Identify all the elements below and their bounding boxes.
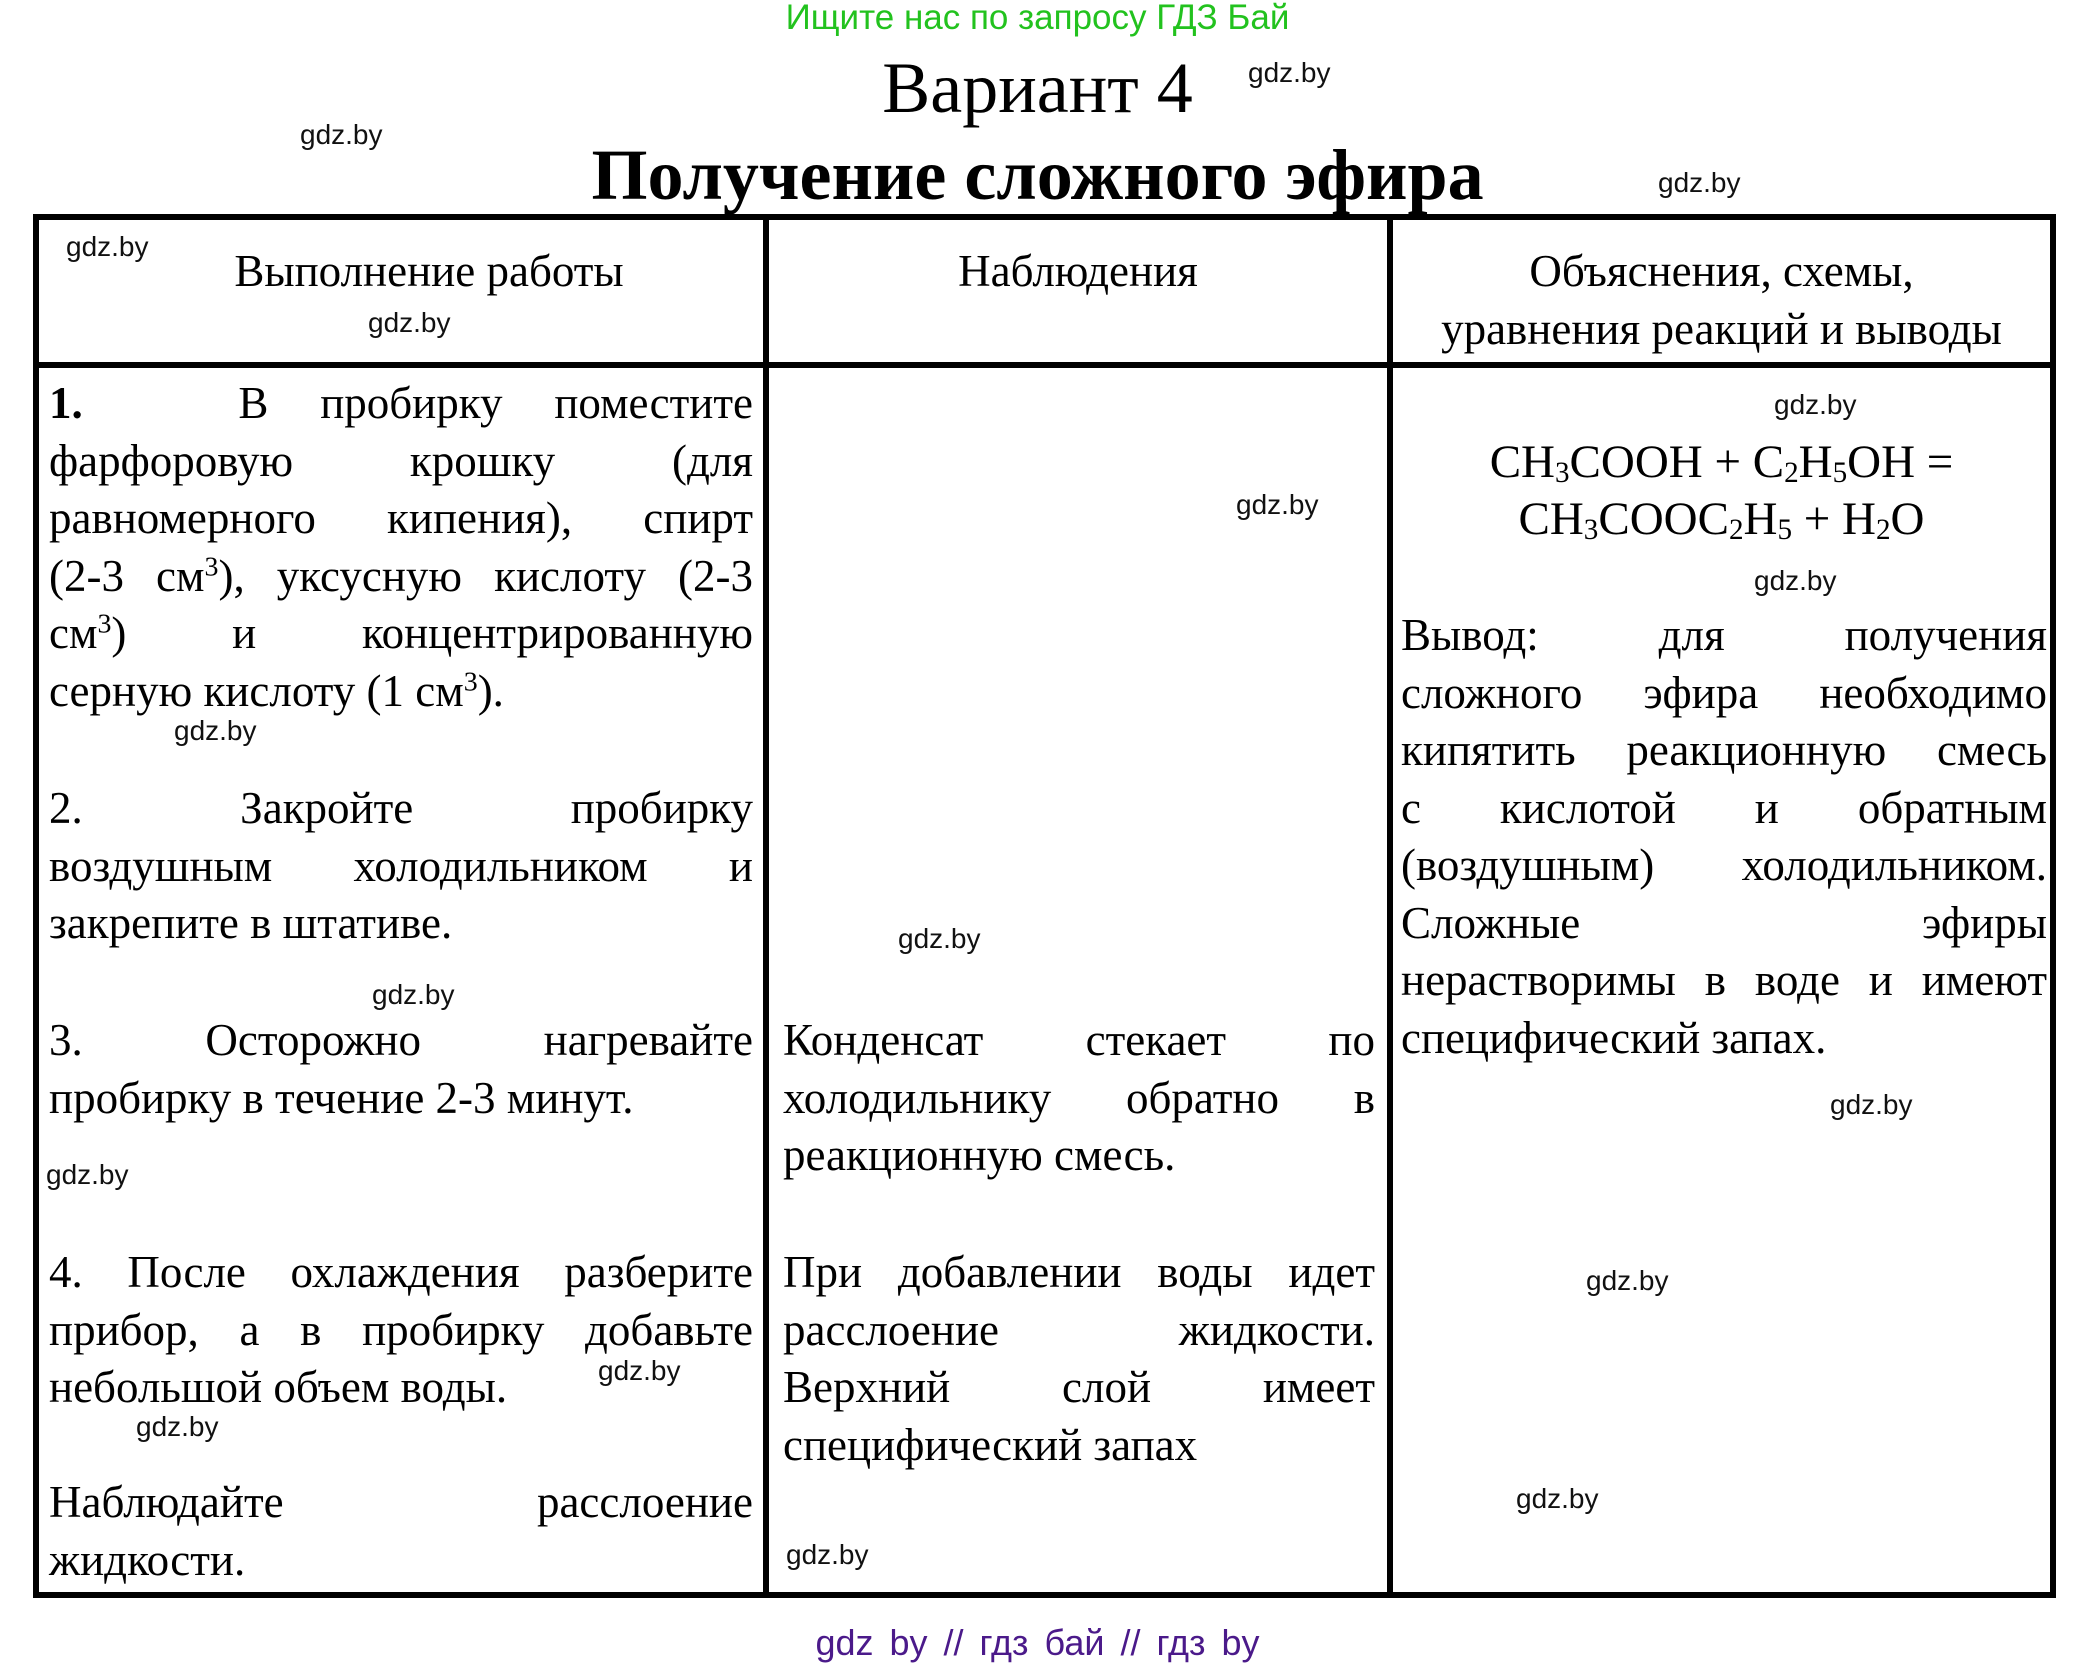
watermark: gdz.by bbox=[1236, 489, 1319, 520]
watermark: gdz.by bbox=[1248, 57, 1331, 88]
watermark: gdz.by bbox=[1516, 1483, 1599, 1514]
header-explanations: Объяснения, схемы, уравнения реакций и выводы bbox=[1441, 246, 2002, 354]
step-1: 1. В пробирку поместите фарфоровую крошку (для равномерного кипения), спирт (2-3 $см^3$), уксусную кислоту (2-3 $см^3$) и концентрированную серную кислоту (1 $см^3$). bbox=[49, 378, 754, 716]
reaction-equation bbox=[1393, 434, 2050, 548]
watermark: gdz.by bbox=[368, 307, 451, 338]
watermark: gdz.by bbox=[300, 119, 383, 150]
step-4: 4. После охлаждения разберите прибор, а в пробирку добавьте небольшой объем воды. bbox=[49, 1247, 753, 1412]
watermark: gdz.by bbox=[1754, 565, 1837, 596]
header-procedure: Выполнение работы bbox=[234, 246, 624, 296]
watermark: gdz.by bbox=[786, 1539, 869, 1570]
watermark: gdz.by bbox=[372, 979, 455, 1010]
watermark: gdz.by bbox=[598, 1355, 681, 1386]
experiment-table bbox=[33, 214, 2056, 1598]
watermark: gdz.by bbox=[1658, 167, 1741, 198]
watermark: gdz.by bbox=[46, 1159, 129, 1190]
column-divider bbox=[763, 220, 769, 1592]
header-observations: Наблюдения bbox=[958, 246, 1198, 296]
watermark: gdz.by bbox=[1586, 1265, 1669, 1296]
column-divider bbox=[1387, 220, 1393, 1592]
variant-heading: Вариант 4 bbox=[882, 48, 1193, 128]
equation-line-1: $CH_3COOH + C_2H_5OH$ = bbox=[1489, 436, 1954, 490]
header-divider bbox=[39, 362, 2050, 368]
watermark: gdz.by bbox=[136, 1411, 219, 1442]
footer-links: gdz by // гдз бай // гдз by bbox=[815, 1622, 1260, 1663]
observation-3: Конденсат стекает по холодильнику обратно в реакционную смесь. bbox=[783, 1015, 1375, 1180]
watermark: gdz.by bbox=[898, 923, 981, 954]
watermark: gdz.by bbox=[174, 715, 257, 746]
observation-4: При добавлении воды идет расслоение жидкости. Верхний слой имеет специфический запах bbox=[783, 1247, 1375, 1470]
step-5: Наблюдайте расслоение жидкости. bbox=[49, 1477, 753, 1585]
conclusion: Вывод: для получения сложного эфира необходимо кипятить реакционную смесь с кислотой и обратным (воздушным) холодильником. Сложные эфиры нерастворимы в воде и имеют специфический запах. bbox=[1401, 610, 2047, 1063]
page-title: Получение сложного эфира bbox=[591, 135, 1484, 215]
equation-line-2: $CH_3COOC_2H_5 + H_2O$ bbox=[1518, 493, 1925, 547]
watermark: gdz.by bbox=[1830, 1089, 1913, 1120]
promo-banner: Ищите нас по запросу ГДЗ Бай bbox=[785, 0, 1290, 37]
watermark: gdz.by bbox=[1774, 389, 1857, 420]
step-3: 3. Осторожно нагревайте пробирку в течение 2-3 минут. bbox=[49, 1015, 753, 1123]
step-2: 2. Закройте пробирку воздушным холодильником и закрепите в штативе. bbox=[49, 783, 753, 948]
watermark: gdz.by bbox=[66, 231, 149, 262]
